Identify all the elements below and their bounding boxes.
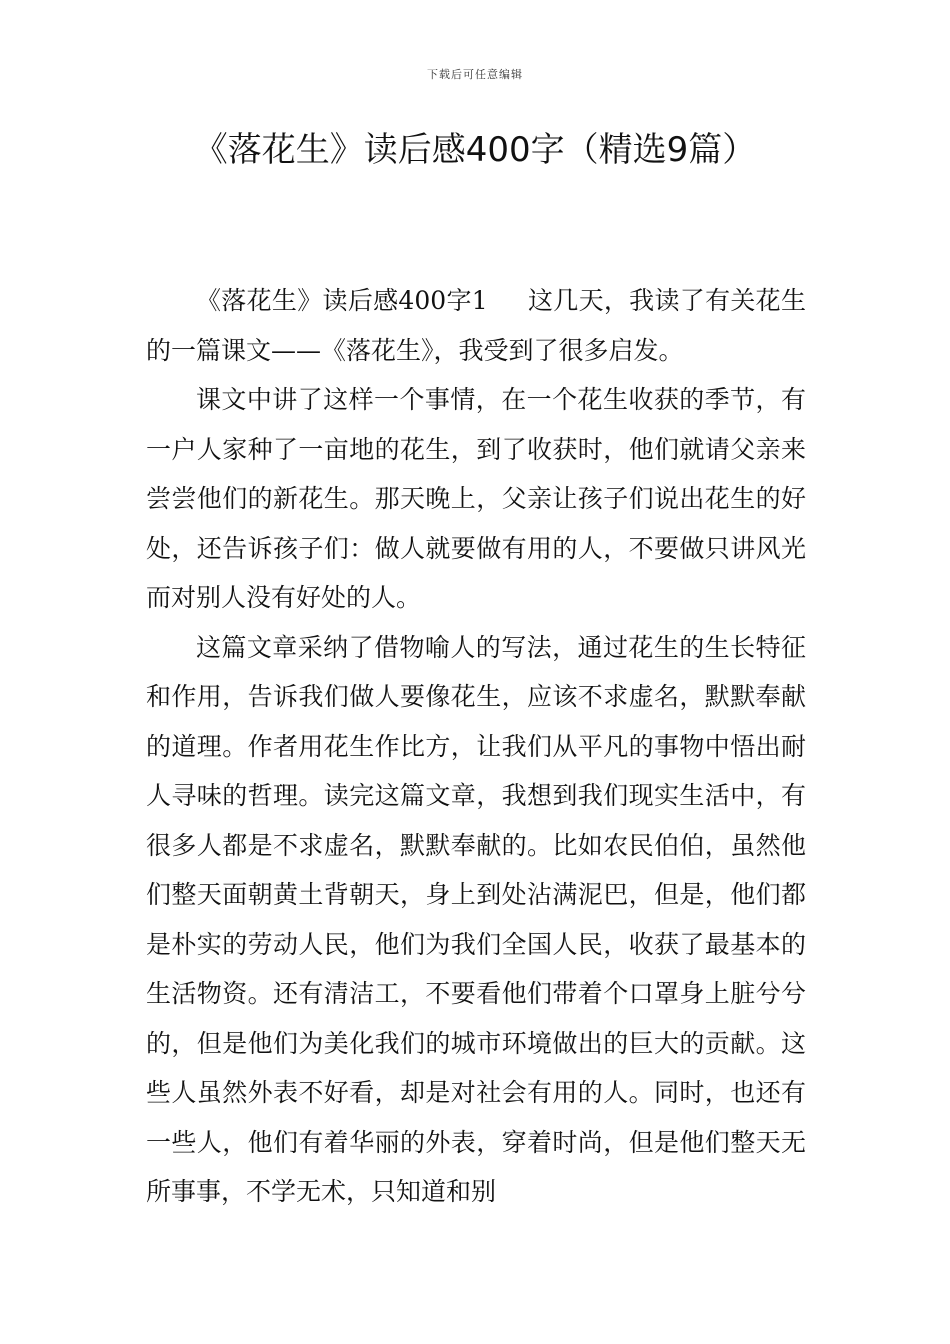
document-title: 《落花生》读后感400字（精选9篇） xyxy=(193,130,757,170)
essay-heading: 《落花生》读后感400字1 xyxy=(196,286,488,315)
document-body xyxy=(146,276,806,1217)
paragraph-3: 这篇文章采纳了借物喻人的写法，通过花生的生长特征和作用，告诉我们做人要像花生，应该不求虚名，默默奉献的道理。作者用花生作比方，让我们从平凡的事物中悟出耐人寻味的哲理。读完这篇文章，我想到我们现实生活中，有很多人都是不求虚名，默默奉献的。比如农民伯伯，虽然他们整天面朝黄土背朝天，身上到处沾满泥巴，但是，他们都是朴实的劳动人民，他们为我们全国人民，收获了最基本的生活物资。还有清洁工，不要看他们带着个口罩身上脏兮兮的，但是他们为美化我们的城市环境做出的巨大的贡献。这些人虽然外表不好看，却是对社会有用的人。同时，也还有一些人，他们有着华丽的外表，穿着时尚，但是他们整天无所事事，不学无术，只知道和别 xyxy=(146,632,806,1206)
header-note: 下载后可任意编辑 xyxy=(427,68,523,81)
paragraph-1 xyxy=(146,276,806,375)
paragraph-text: 这几天，我读了有关花生的一篇课文——《落花生》，我受到了很多启发。 xyxy=(146,286,806,365)
paragraph-2: 课文中讲了这样一个事情，在一个花生收获的季节，有一户人家种了一亩地的花生，到了收获时，他们就请父亲来尝尝他们的新花生。那天晚上，父亲让孩子们说出花生的好处，还告诉孩子们：做人就要做有用的人，不要做只讲风光而对别人没有好处的人。 xyxy=(146,385,806,612)
